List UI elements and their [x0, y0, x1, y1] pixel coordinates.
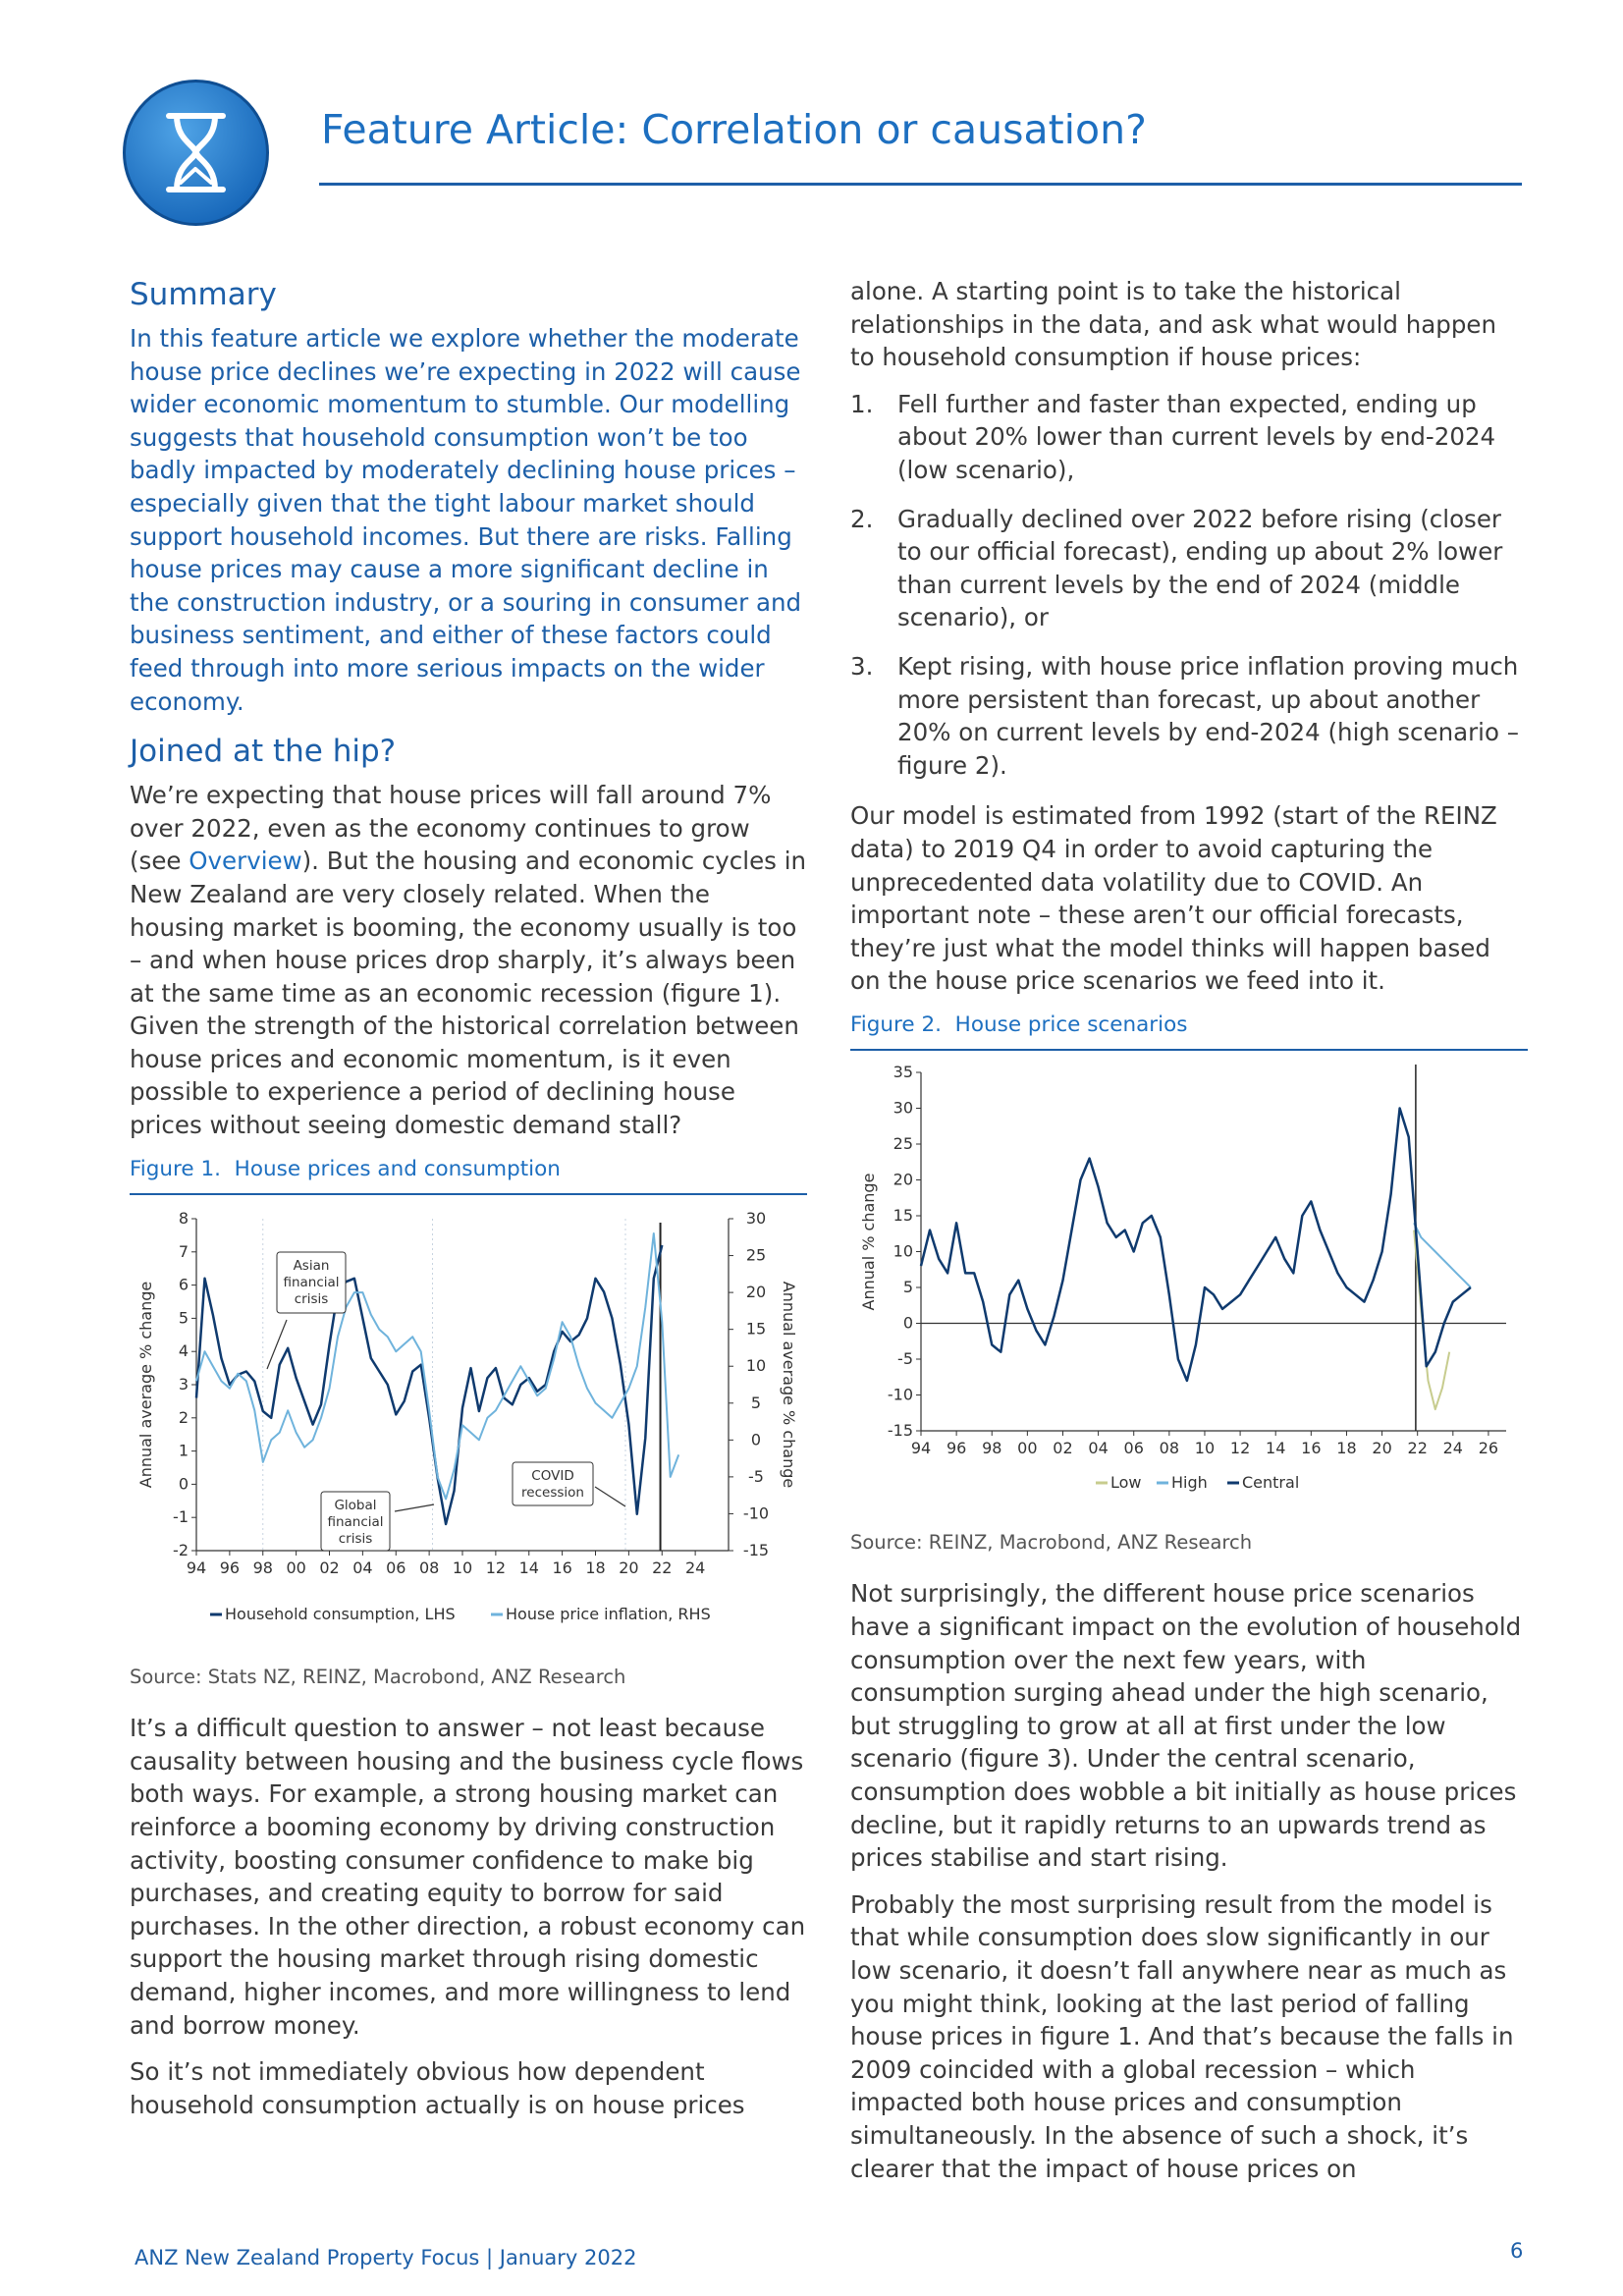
- annotation-label: Global: [334, 1497, 377, 1513]
- hourglass-logo: [120, 77, 272, 229]
- series-line: [921, 1108, 1471, 1380]
- paragraph-2: It’s a difficult question to answer – not least because causality between housing and the business cycle flows both ways. For example, a strong housing market can reinforce a booming economy by driving construction activity, boosting consumer confidence to make big purchases, and creating equity to borrow for said purchases. In the other direction, a robust economy can support the housing market through rising domestic demand, higher incomes, and more willingness to lend and borrow money.: [130, 1714, 806, 2040]
- right-paragraph-4: Probably the most surprising result from the model is that while consumption does slow significantly in our low scenario, it doesn’t fall anywhere near as much as you might think, looking at the last period of falling house prices in figure 1. And that’s because the falls in 2009 coincided with a global recession – which impacted both house prices and consumption simultaneously. In the absence of such a shock, it’s clearer that the impact of house prices on: [850, 1889, 1514, 2183]
- x-tick-label: 94: [910, 1438, 932, 1457]
- y-tick-label: 15: [893, 1205, 913, 1225]
- x-tick-label: 20: [619, 1558, 639, 1577]
- x-tick-label: 12: [485, 1558, 507, 1577]
- y-tick-label-left: 7: [178, 1241, 189, 1261]
- x-tick-label: 24: [684, 1558, 706, 1577]
- x-tick-label: 04: [352, 1558, 373, 1577]
- y-tick-label: -10: [887, 1385, 913, 1404]
- legend-label: Low: [1110, 1472, 1142, 1492]
- x-tick-label: 08: [1159, 1438, 1180, 1457]
- y-tick-label-right: -15: [742, 1540, 770, 1559]
- y-tick-label-left: 3: [178, 1374, 189, 1394]
- figure-1-source: Source: Stats NZ, REINZ, Macrobond, ANZ Research: [130, 1666, 626, 1689]
- y-tick-label-left: 1: [178, 1441, 189, 1460]
- y-tick-label: 5: [902, 1277, 913, 1296]
- figure-1-title: House prices and consumption: [234, 1156, 561, 1181]
- annotation-label: financial: [283, 1274, 340, 1290]
- x-tick-label: 16: [1301, 1438, 1322, 1457]
- left-column: [130, 275, 807, 2135]
- y-tick-label-left: -2: [173, 1540, 189, 1559]
- y-tick-label: 30: [893, 1098, 913, 1118]
- x-tick-label: 14: [518, 1558, 539, 1577]
- joined-heading: Joined at the hip?: [130, 734, 397, 770]
- x-tick-label: 06: [386, 1558, 406, 1577]
- x-tick-label: 02: [1053, 1438, 1073, 1457]
- page-number: 6: [1510, 2239, 1524, 2263]
- annotation-label: financial: [327, 1513, 384, 1530]
- y-tick-label-left: 8: [178, 1208, 189, 1228]
- figure-1-caption: [130, 1156, 807, 1183]
- annotation-label: crisis: [338, 1530, 373, 1547]
- y-tick-label-left: 5: [178, 1308, 189, 1328]
- summary-text: In this feature article we explore whether the moderate house price declines we’re expecting in 2022 will cause wider economic momentum to stumble. Our modelling suggests that household consumption won’t be too badly impacted by moderately declining house prices – especially given that the tight labour market should support household incomes. But there are risks. Falling house prices may cause a more significant decline in the construction industry, or a souring in consumer and business sentiment, and either of these factors could feed through into more serious impacts on the wider economy.: [130, 324, 802, 716]
- annotation-arrow: [267, 1320, 287, 1369]
- figure-1-chart: [130, 1197, 807, 1649]
- figure-2-source: Source: REINZ, Macrobond, ANZ Research: [850, 1531, 1253, 1555]
- y-tick-label-right: 20: [745, 1282, 767, 1301]
- list-text: Kept rising, with house price inflation proving much more persistent than forecast, up about another 20% on current levels by end-2024 (high scenario – figure 2).: [897, 651, 1520, 780]
- list-item: [850, 503, 1528, 634]
- y-tick-label-left: 0: [178, 1474, 189, 1494]
- y-tick-label: 35: [893, 1062, 913, 1081]
- y-tick-label: 25: [893, 1133, 913, 1153]
- y-axis-label-left: Annual average % change: [136, 1281, 155, 1488]
- annotation-arrow: [595, 1487, 625, 1506]
- list-item: [850, 388, 1528, 487]
- list-number: 2.: [850, 504, 874, 533]
- y-axis-label: Annual % change: [859, 1173, 878, 1311]
- right-column: [850, 275, 1528, 2199]
- x-tick-label: 14: [1266, 1438, 1286, 1457]
- x-tick-label: 96: [219, 1558, 241, 1577]
- annotation-arrow: [395, 1504, 434, 1511]
- x-tick-label: 04: [1088, 1438, 1109, 1457]
- legend-label: House price inflation, RHS: [506, 1604, 711, 1623]
- list-text: Fell further and faster than expected, ending up about 20% lower than current levels by end-2024 (low scenario),: [897, 389, 1496, 484]
- y-tick-label-right: 0: [750, 1429, 762, 1449]
- x-tick-label: 08: [418, 1558, 440, 1577]
- right-paragraph-3: Not surprisingly, the different house price scenarios have a significant impact on the evolution of household consumption over the next few years, with consumption surging ahead under the high scenario, but struggling to grow at all at first under the low scenario (figure 3). Under the central scenario, consumption does wobble a bit initially as house prices decline, but it rapidly returns to an upwards trend as prices stabilise and start rising.: [850, 1579, 1522, 1873]
- y-tick-label-right: 10: [745, 1355, 767, 1375]
- x-tick-label: 22: [652, 1558, 673, 1577]
- y-axis-label-right: Annual average % change: [780, 1281, 798, 1488]
- summary-heading: Summary: [130, 277, 277, 312]
- series-line: [1414, 1230, 1449, 1409]
- y-tick-label: 0: [902, 1313, 913, 1333]
- x-tick-label: 94: [186, 1558, 207, 1577]
- x-tick-label: 06: [1123, 1438, 1144, 1457]
- x-tick-label: 00: [1017, 1438, 1038, 1457]
- title-divider: [319, 183, 1522, 186]
- x-tick-label: 16: [552, 1558, 572, 1577]
- x-tick-label: 00: [286, 1558, 306, 1577]
- x-tick-label: 96: [946, 1438, 967, 1457]
- list-number: 3.: [850, 651, 874, 681]
- figure-2-caption: [850, 1011, 1528, 1039]
- x-tick-label: 22: [1407, 1438, 1428, 1457]
- x-tick-label: 98: [982, 1438, 1002, 1457]
- legend-label: High: [1171, 1472, 1208, 1492]
- x-tick-label: 12: [1229, 1438, 1251, 1457]
- y-tick-label: -5: [897, 1348, 913, 1368]
- annotation-label: COVID: [531, 1467, 574, 1484]
- legend-label: Household consumption, LHS: [225, 1604, 456, 1623]
- figure-2-rule: [850, 1049, 1528, 1051]
- y-tick-label-left: 2: [178, 1407, 189, 1427]
- x-tick-label: 26: [1478, 1438, 1499, 1457]
- x-tick-label: 02: [319, 1558, 340, 1577]
- paragraph-1-end: ). But the housing and economic cycles in New Zealand are very closely related. When the housing market is booming, the economy usually is too – and when house prices drop sharply, it’s always been at the same time as an economic recession (figure 1). Given the strength of the historical correlation between house prices and economic momentum, is it even possible to experience a period of declining house prices without seeing domestic demand stall?: [130, 847, 807, 1140]
- figure-2-chart: [850, 1053, 1528, 1514]
- annotation-label: crisis: [294, 1290, 329, 1307]
- x-tick-label: 18: [1336, 1438, 1357, 1457]
- footer-text: ANZ New Zealand Property Focus | January 2022: [135, 2246, 637, 2269]
- scenario-list: [850, 388, 1528, 783]
- x-tick-label: 10: [452, 1558, 473, 1577]
- figure-1-number: Figure 1.: [130, 1156, 221, 1181]
- right-paragraph-2: Our model is estimated from 1992 (start of the REINZ data) to 2019 Q4 in order to avoid capturing the unprecedented data volatility due to COVID. An important note – these aren’t our official forecasts, they’re just what the model thinks will happen based on the house price scenarios we feed into it.: [850, 801, 1497, 996]
- annotation-label: Asian: [293, 1257, 330, 1274]
- y-tick-label-left: 4: [178, 1340, 189, 1360]
- y-tick-label-left: 6: [178, 1275, 189, 1294]
- right-paragraph-1: alone. A starting point is to take the historical relationships in the data, and ask what would happen to household consumption if house prices:: [850, 277, 1496, 372]
- y-tick-label: 10: [893, 1241, 913, 1261]
- y-tick-label-right: 15: [745, 1319, 767, 1339]
- annotation-label: recession: [521, 1484, 584, 1501]
- figure-1-rule: [130, 1193, 807, 1195]
- y-tick-label-right: -10: [742, 1503, 770, 1523]
- y-tick-label-right: 30: [745, 1208, 767, 1228]
- figure-2-title: House price scenarios: [954, 1011, 1188, 1037]
- y-tick-label: 20: [893, 1170, 913, 1189]
- series-line: [1414, 1223, 1471, 1287]
- list-item: [850, 650, 1528, 782]
- y-tick-label-left: -1: [173, 1506, 189, 1526]
- x-tick-label: 18: [585, 1558, 606, 1577]
- list-number: 1.: [850, 389, 874, 418]
- y-tick-label-right: 5: [750, 1393, 762, 1412]
- figure-2-number: Figure 2.: [850, 1011, 942, 1037]
- paragraph-3: So it’s not immediately obvious how dependent household consumption actually is on house prices: [130, 2057, 745, 2119]
- list-text: Gradually declined over 2022 before rising (closer to our official forecast), ending up about 2% lower than current levels by the end of 2024 (middle scenario), or: [897, 504, 1503, 632]
- page-title: Feature Article: Correlation or causation?: [321, 106, 1147, 153]
- legend-label: Central: [1242, 1472, 1300, 1492]
- overview-link[interactable]: Overview: [189, 847, 302, 876]
- paragraph-1-start: We’re expecting that house prices will fall around 7% over 2022, even as the economy continues to grow (see: [130, 781, 772, 876]
- paragraph-1: [130, 779, 807, 1142]
- x-tick-label: 20: [1372, 1438, 1392, 1457]
- y-tick-label: -15: [887, 1420, 913, 1440]
- y-tick-label-right: 25: [745, 1245, 767, 1265]
- x-tick-label: 24: [1442, 1438, 1463, 1457]
- x-tick-label: 10: [1194, 1438, 1216, 1457]
- x-tick-label: 98: [252, 1558, 273, 1577]
- y-tick-label-right: -5: [748, 1466, 764, 1486]
